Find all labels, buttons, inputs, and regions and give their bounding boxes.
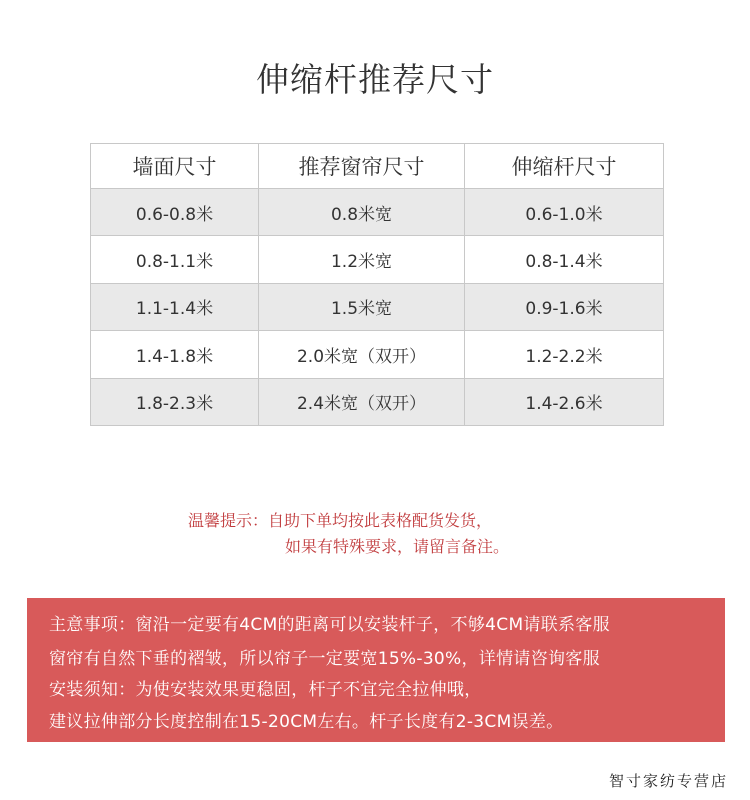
header-wall-size: 墙面尺寸	[91, 144, 259, 189]
cell-wall-size: 1.8-2.3米	[91, 378, 259, 425]
cell-wall-size: 1.4-1.8米	[91, 331, 259, 378]
cell-wall-size: 0.6-0.8米	[91, 189, 259, 236]
table-row	[91, 331, 664, 378]
cell-wall-size: 1.1-1.4米	[91, 283, 259, 330]
page-title: 伸缩杆推荐尺寸	[256, 60, 494, 99]
cell-rod-size: 0.9-1.6米	[465, 283, 664, 330]
header-curtain-size: 推荐窗帘尺寸	[259, 144, 465, 189]
cell-curtain-size: 2.4米宽（双开）	[259, 378, 465, 425]
notice-box	[27, 598, 725, 742]
warm-tip	[188, 508, 608, 560]
tip-line-1: 温馨提示：自助下单均按此表格配货发货，	[188, 511, 493, 530]
table-row	[91, 236, 664, 283]
notice-line-2: 窗帘有自然下垂的褶皱，所以帘子一定要宽15%-30%，详情请咨询客服	[49, 649, 600, 669]
cell-rod-size: 0.6-1.0米	[465, 189, 664, 236]
cell-rod-size: 0.8-1.4米	[465, 236, 664, 283]
notice-line-4: 建议拉伸部分长度控制在15-20CM左右。杆子长度有2-3CM误差。	[49, 712, 564, 732]
cell-curtain-size: 2.0米宽（双开）	[259, 331, 465, 378]
table-row	[91, 189, 664, 236]
tip-line-2: 如果有特殊要求，请留言备注。	[285, 537, 510, 556]
header-rod-size: 伸缩杆尺寸	[465, 144, 664, 189]
notice-line-3: 安装须知：为使安装效果更稳固，杆子不宜完全拉伸哦，	[49, 680, 482, 700]
cell-wall-size: 0.8-1.1米	[91, 236, 259, 283]
cell-rod-size: 1.2-2.2米	[465, 331, 664, 378]
store-watermark: 智寸家纺专营店	[608, 772, 728, 790]
cell-curtain-size: 1.2米宽	[259, 236, 465, 283]
table-header-row	[91, 144, 664, 189]
table-row	[91, 378, 664, 425]
size-table	[90, 143, 664, 426]
cell-curtain-size: 1.5米宽	[259, 283, 465, 330]
cell-curtain-size: 0.8米宽	[259, 189, 465, 236]
cell-rod-size: 1.4-2.6米	[465, 378, 664, 425]
notice-line-1: 主意事项：窗沿一定要有4CM的距离可以安装杆子，不够4CM请联系客服	[49, 615, 610, 635]
table-row	[91, 283, 664, 330]
